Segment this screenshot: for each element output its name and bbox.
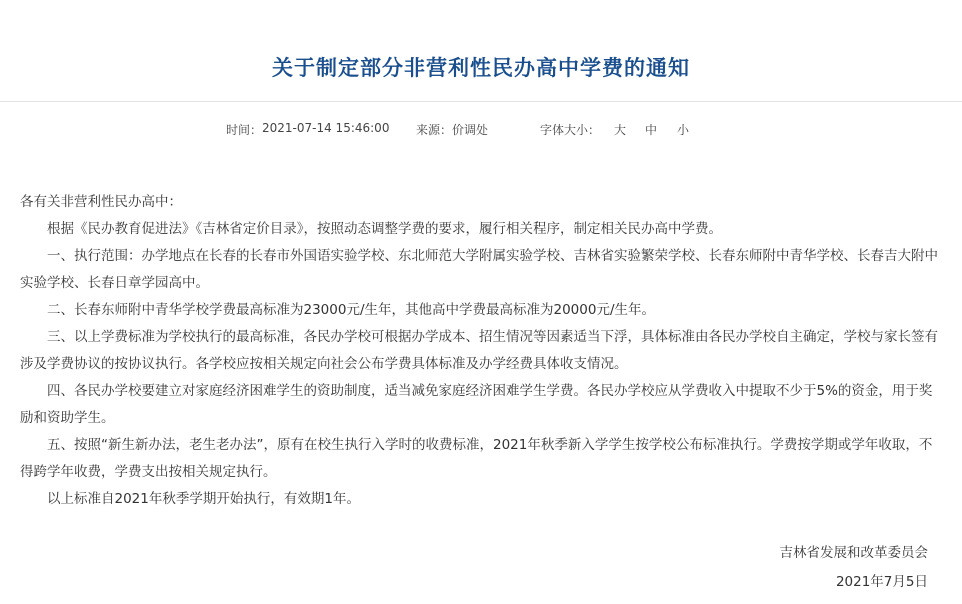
signature-date: 2021年7月5日 <box>835 574 928 590</box>
signature-org: 吉林省发展和改革委员会 <box>779 545 928 561</box>
divider <box>0 101 962 102</box>
page-title: 关于制定部分非营利性民办高中学费的通知 <box>272 56 690 80</box>
font-size-medium-button[interactable]: 中 <box>645 123 658 137</box>
paragraph-fee-standard: 二、长春东师附中青华学校学费最高标准为23000元/生年，其他高中学费最高标准为20000元/生年。 <box>47 302 655 318</box>
font-size-small-button[interactable]: 小 <box>677 123 690 137</box>
font-size-label: 字体大小： <box>540 123 601 137</box>
paragraph-intro: 根据《民办教育促进法》《吉林省定价目录》，按照动态调整学费的要求，履行相关程序，制定相关民办高中学费。 <box>47 221 722 237</box>
salutation: 各有关非营利性民办高中： <box>20 194 182 210</box>
source-value: 价调处 <box>452 123 489 137</box>
source-label: 来源： <box>416 123 453 137</box>
font-size-large-button[interactable]: 大 <box>614 123 627 137</box>
paragraph-effective: 以上标准自2021年秋季学期开始执行，有效期1年。 <box>47 491 360 507</box>
time-label: 时间： <box>226 123 263 137</box>
article-body <box>20 189 940 513</box>
paragraph-scope: 一、执行范围：办学地点在长春的长春市外国语实验学校、东北师范大学附属实验学校、吉林省实验繁荣学校、长春东师附中青华学校、长春吉大附中实验学校、长春日章学园高中。 <box>20 248 938 291</box>
time-value: 2021-07-14 15:46:00 <box>262 121 390 135</box>
paragraph-max-standard: 三、以上学费标准为学校执行的最高标准，各民办学校可根据办学成本、招生情况等因素适当下浮，具体标准由各民办学校自主确定，学校与家长签有涉及学费协议的按协议执行。各学校应按相关规定向社会公布学费具体标准及办学经费具体收支情况。 <box>20 329 938 372</box>
paragraph-aid: 四、各民办学校要建立对家庭经济困难学生的资助制度，适当减免家庭经济困难学生学费。各民办学校应从学费收入中提取不少于5%的资金，用于奖励和资助学生。 <box>20 383 933 426</box>
paragraph-old-new: 五、按照“新生新办法，老生老办法”，原有在校生执行入学时的收费标准，2021年秋季新入学学生按学校公布标准执行。学费按学期或学年收取，不得跨学年收费，学费支出按相关规定执行。 <box>20 437 933 480</box>
